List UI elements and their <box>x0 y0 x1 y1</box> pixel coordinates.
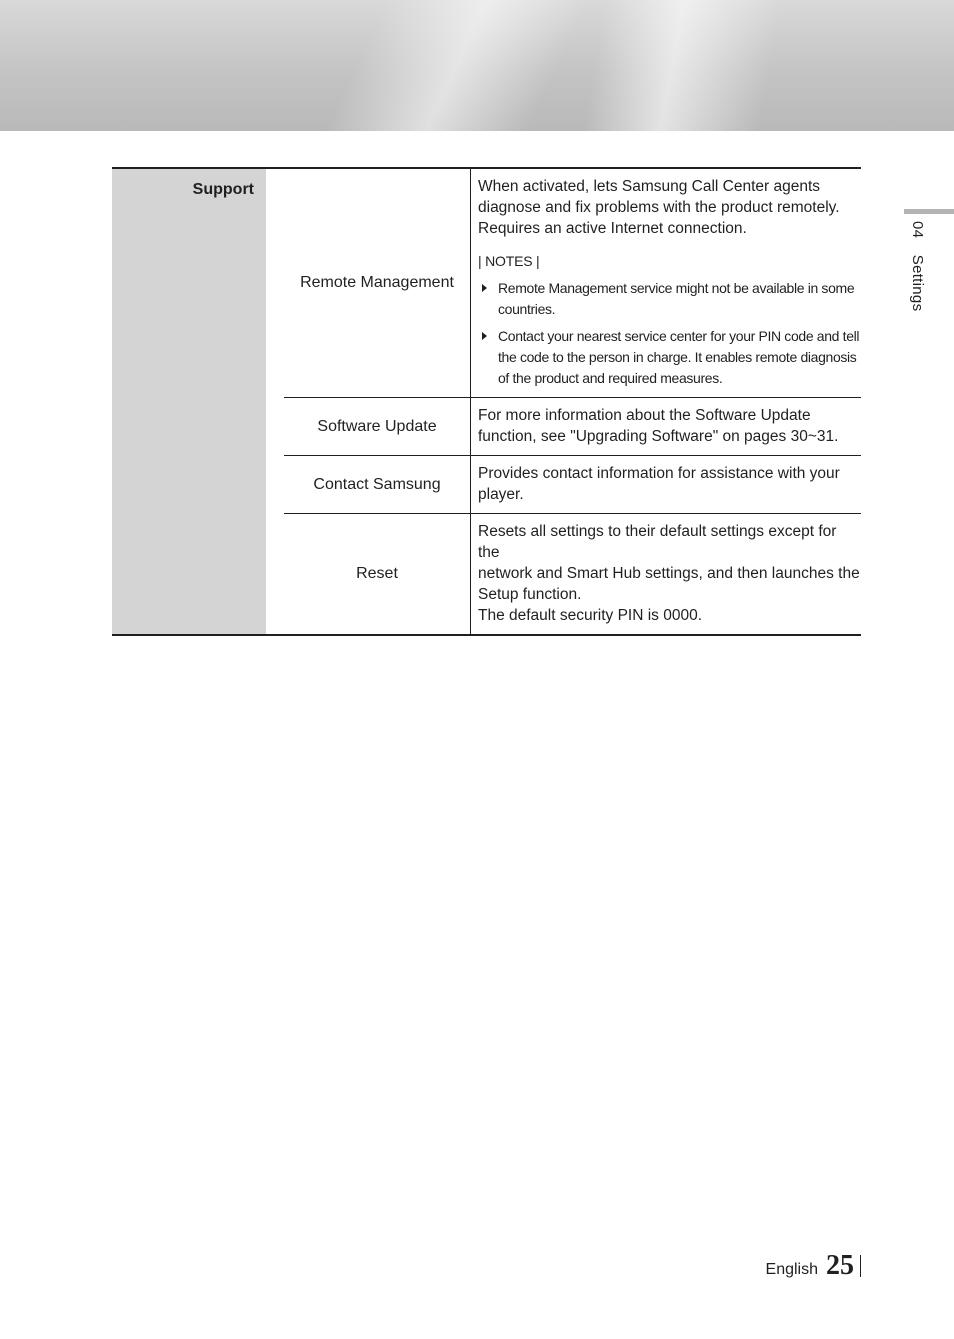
item-label: Remote Management <box>300 274 454 291</box>
header-banner <box>0 0 954 131</box>
item-cell <box>284 398 471 456</box>
item-cell <box>284 456 471 514</box>
description-line: When activated, lets Samsung Call Center agents <box>478 178 821 195</box>
description-line: player. <box>478 486 524 503</box>
description-line: Resets all settings to their default settings except for the <box>478 523 837 561</box>
note-line: Contact your nearest service center for your PIN code and tell <box>498 328 860 344</box>
spacer-cell <box>266 168 284 635</box>
item-label: Software Update <box>317 417 437 435</box>
note-line: Remote Management service might not be available in some <box>498 280 855 296</box>
chapter-tab-label <box>909 221 926 311</box>
description-cell <box>471 514 862 636</box>
category-label: Support <box>192 181 254 198</box>
page-footer <box>766 1250 861 1282</box>
description-line: The default security PIN is 0000. <box>478 607 703 624</box>
note-item <box>478 278 861 320</box>
note-line: of the product and required measures. <box>498 370 723 386</box>
item-cell <box>284 514 471 636</box>
footer-divider <box>860 1255 861 1277</box>
description-line: diagnose and fix problems with the product remotely. <box>478 199 840 216</box>
description-line: Provides contact information for assistance with your <box>478 465 840 482</box>
footer-language: English <box>765 1261 818 1278</box>
category-cell <box>112 168 266 635</box>
description-cell <box>471 456 862 514</box>
bullet-triangle-icon <box>482 284 487 292</box>
settings-table <box>112 167 861 636</box>
chapter-number: 04 <box>909 221 926 239</box>
chapter-title: Settings <box>909 254 926 312</box>
page-number: 25 <box>826 1250 854 1281</box>
note-item <box>478 326 861 389</box>
item-cell <box>284 168 471 398</box>
table-row <box>112 168 861 398</box>
chapter-tab-marker <box>904 209 954 214</box>
description-line: function, see "Upgrading Software" on pages 30~31. <box>478 428 839 445</box>
bullet-triangle-icon <box>482 332 487 340</box>
item-label: Contact Samsung <box>313 475 441 493</box>
item-label: Reset <box>356 565 398 582</box>
note-line: countries. <box>498 301 556 317</box>
description-line: Requires an active Internet connection. <box>478 220 747 237</box>
notes-heading: | NOTES | <box>478 253 540 269</box>
description-line: For more information about the Software Update <box>478 407 811 424</box>
description-line: Setup function. <box>478 586 582 603</box>
description-cell <box>471 168 862 398</box>
description-cell <box>471 398 862 456</box>
description-line: network and Smart Hub settings, and then launches the <box>478 565 860 582</box>
note-line: the code to the person in charge. It enables remote diagnosis <box>498 349 857 365</box>
